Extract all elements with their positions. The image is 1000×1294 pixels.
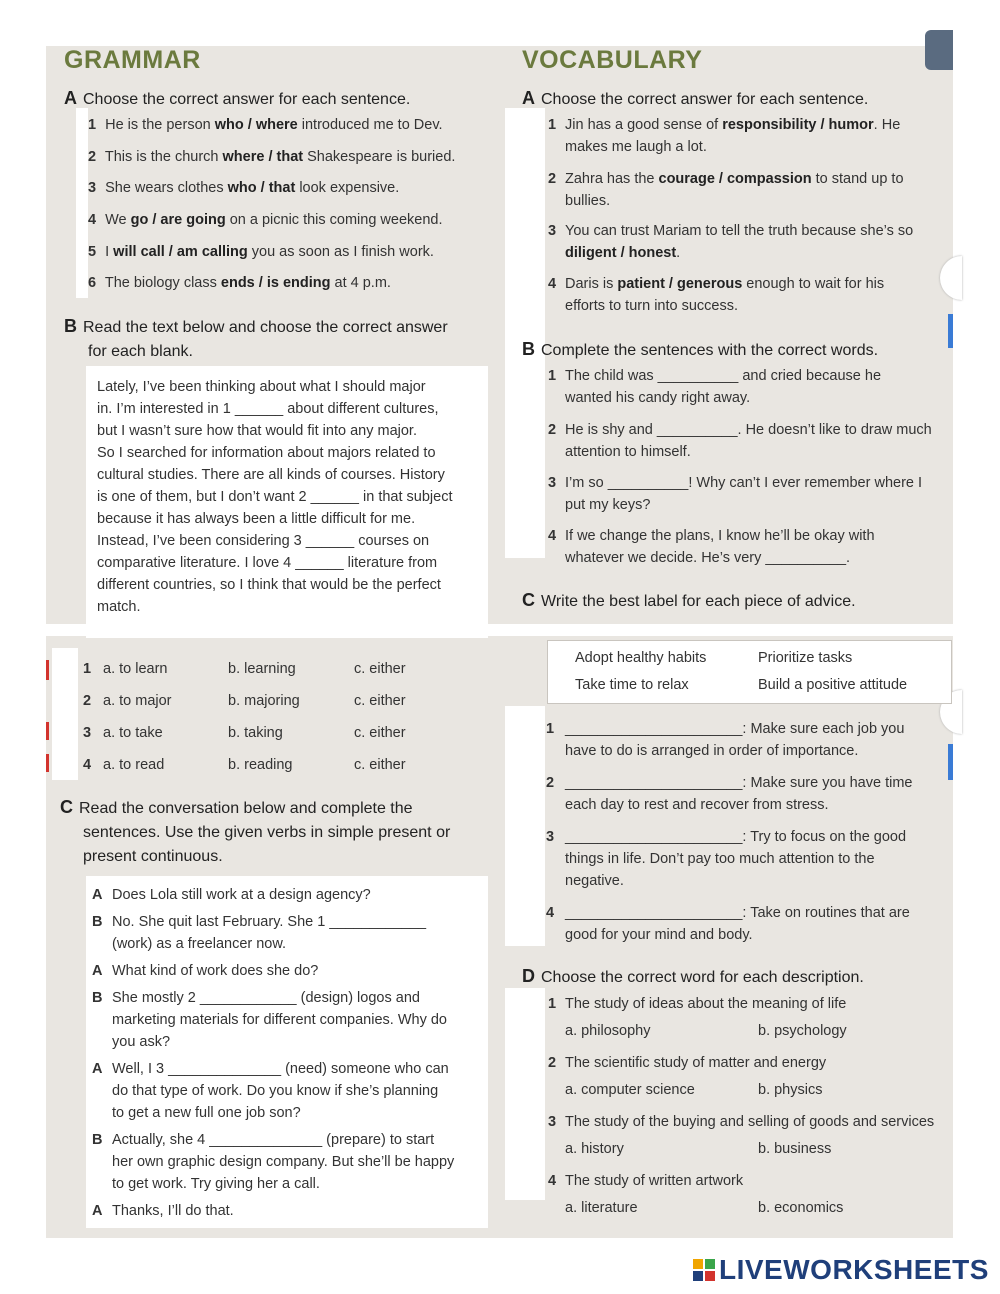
answer-overlay: [505, 108, 545, 558]
speaker-label: B: [92, 914, 103, 930]
option-a[interactable]: a. to learn: [103, 661, 168, 677]
description: The study of ideas about the meaning of life: [565, 996, 847, 1012]
vocab-b-line[interactable]: If we change the plans, I know he’ll be okay with: [565, 528, 875, 544]
vocab-c-heading: C Write the best label for each piece of advice.: [522, 590, 856, 610]
label-bank: [547, 640, 952, 704]
dialogue-turn: [92, 987, 487, 1053]
option-number: 1: [83, 661, 92, 677]
item-number: 1: [548, 996, 557, 1012]
dialogue-text: [112, 1200, 487, 1222]
option-b[interactable]: b. taking: [228, 725, 283, 741]
passage-line: cultural studies. There are all kinds of courses. History: [97, 467, 445, 483]
vocab-a-line: [565, 273, 884, 295]
vocab-a-line: [565, 136, 707, 158]
vocab-a-line: [565, 295, 738, 317]
label-option: Build a positive attitude: [758, 677, 908, 693]
option-a[interactable]: a. philosophy: [565, 1023, 651, 1039]
vocab-a-line: [565, 220, 913, 242]
option-a[interactable]: a. history: [565, 1141, 624, 1157]
vocab-b-line[interactable]: I’m so __________! Why can’t I ever remember where I: [565, 475, 923, 491]
vocab-b-line[interactable]: The child was __________ and cried because he: [565, 368, 882, 384]
vocab-a-line: [565, 190, 610, 212]
item-number: 4: [548, 528, 557, 544]
item-number: 1: [548, 117, 557, 133]
item-number: 2: [88, 149, 97, 165]
item-number: 5: [88, 244, 97, 260]
option-c[interactable]: c. either: [354, 693, 406, 709]
option-b[interactable]: b. majoring: [228, 693, 300, 709]
item-text: The biology class: [101, 275, 221, 291]
answer-overlay: [76, 108, 88, 298]
item-text: to stand up to: [811, 171, 904, 187]
item-number: 4: [88, 212, 97, 228]
grammar-a-item: [88, 177, 399, 199]
item-text: on a picnic this coming weekend.: [225, 212, 443, 228]
passage-line: different countries, so I think that would be the perfect: [97, 577, 441, 593]
item-number: 3: [88, 180, 97, 196]
grammar-a-item: [88, 241, 434, 263]
liveworksheets-logo[interactable]: [693, 1255, 989, 1285]
item-text: Daris is: [565, 276, 618, 292]
dialogue-line: marketing materials for different companies. Why do: [112, 1012, 447, 1028]
grammar-b-heading: B Read the text below and choose the correct answer for each blank.: [64, 316, 448, 360]
item-text: You can trust Mariam to tell the truth because she’s so: [565, 223, 914, 239]
dialogue-line: Does Lola still work at a design agency?: [112, 887, 371, 903]
item-text: Zahra has the: [565, 171, 659, 187]
option-a[interactable]: a. computer science: [565, 1082, 695, 1098]
answer-choice[interactable]: patient / generous: [617, 276, 743, 292]
speaker-label: B: [92, 1132, 103, 1148]
option-b[interactable]: b. reading: [228, 757, 293, 773]
marker: [46, 660, 49, 680]
item-text: makes me laugh a lot.: [565, 139, 707, 155]
item-text: you as soon as I finish work.: [247, 244, 434, 260]
item-text: .: [676, 245, 681, 261]
grammar-a-item: [88, 209, 443, 231]
dialogue-text: [112, 987, 487, 1053]
label-option: Take time to relax: [575, 677, 689, 693]
passage-line: match.: [97, 599, 141, 615]
vocab-c-line: things in life. Don’t pay too much attention to the: [565, 851, 875, 867]
dialogue-line: Thanks, I’ll do that.: [112, 1203, 234, 1219]
speaker-label: A: [92, 887, 103, 903]
option-number: 3: [83, 725, 92, 741]
vocab-b-line[interactable]: attention to himself.: [565, 444, 691, 460]
vocab-b-line[interactable]: He is shy and __________. He doesn’t like to draw much: [565, 422, 932, 438]
passage-line: Instead, I’ve been considering 3 ______ courses on: [97, 533, 430, 549]
passage-line: but I wasn’t sure how that would fit into any major.: [97, 423, 417, 439]
vocab-c-line: good for your mind and body.: [565, 927, 753, 943]
option-a[interactable]: a. to major: [103, 693, 172, 709]
description: The study of the buying and selling of goods and services: [565, 1114, 935, 1130]
vocab-a-line: [565, 168, 904, 190]
answer-choice[interactable]: who / where: [214, 117, 298, 133]
item-number: 3: [548, 475, 557, 491]
item-number: 4: [548, 276, 557, 292]
answer-choice[interactable]: who / that: [227, 180, 296, 196]
answer-choice[interactable]: courage / compassion: [658, 171, 812, 187]
item-text: introduced me to Dev.: [297, 117, 443, 133]
dialogue-text: [112, 1129, 487, 1195]
dialogue-line: (work) as a freelancer now.: [112, 936, 287, 952]
grammar-title: GRAMMAR: [64, 46, 201, 74]
dialogue-line: She mostly 2 ____________ (design) logos and: [112, 990, 420, 1006]
dialogue-text: [112, 1058, 487, 1124]
dialogue-turn: [92, 1058, 487, 1124]
dialogue-line: you ask?: [112, 1034, 171, 1050]
passage-line: because it has always been a little difficult for me.: [97, 511, 416, 527]
label-option: Adopt healthy habits: [575, 650, 707, 666]
dialogue-text: [112, 911, 487, 955]
item-number: 4: [548, 1173, 557, 1189]
item-text: This is the church: [101, 149, 223, 165]
option-b[interactable]: b. business: [758, 1141, 832, 1157]
scroll-indicator: [948, 744, 953, 780]
vocabulary-title: VOCABULARY: [522, 46, 703, 74]
item-number: 3: [548, 223, 557, 239]
option-c[interactable]: c. either: [354, 757, 406, 773]
item-text: Jin has a good sense of: [565, 117, 723, 133]
answer-overlay: [505, 706, 545, 946]
item-number: 2: [546, 775, 555, 791]
answer-choice[interactable]: responsibility / humor: [722, 117, 874, 133]
marker: [46, 722, 49, 740]
option-a[interactable]: a. to take: [103, 725, 163, 741]
passage-line: is one of them, but I don’t want 2 ______ in that subject: [97, 489, 453, 505]
item-number: 1: [88, 117, 97, 133]
passage-line: comparative literature. I love 4 ______ literature from: [97, 555, 438, 571]
vocab-c-line[interactable]: ______________________: Take on routines that are: [565, 905, 910, 921]
item-number: 1: [548, 368, 557, 384]
item-text: look expensive.: [295, 180, 400, 196]
grammar-a-item: [88, 272, 391, 294]
description: The scientific study of matter and energy: [565, 1055, 827, 1071]
dialogue-line: her own graphic design company. But she’ll be happy: [112, 1154, 455, 1170]
answer-choice[interactable]: diligent / honest: [565, 245, 677, 261]
dialogue-turn: [92, 960, 487, 982]
item-text: bullies.: [565, 193, 611, 209]
vocab-c-line[interactable]: ______________________: Make sure you have time: [565, 775, 913, 791]
dialogue-turn: [92, 884, 487, 906]
dialogue-line: to get work. Try giving her a call.: [112, 1176, 320, 1192]
item-number: 2: [548, 1055, 557, 1071]
item-number: 4: [546, 905, 555, 921]
grammar-b-passage: [97, 376, 452, 618]
speaker-label: A: [92, 963, 103, 979]
brand-name: LIVEWORKSHEETS: [719, 1254, 989, 1285]
option-c[interactable]: c. either: [354, 661, 406, 677]
scroll-indicator: [948, 314, 953, 348]
vocab-c-line: each day to rest and recover from stress.: [565, 797, 829, 813]
side-tab-button[interactable]: [925, 30, 953, 70]
vocab-d-heading: D Choose the correct word for each description.: [522, 966, 864, 986]
dialogue-line: No. She quit last February. She 1 ____________: [112, 914, 427, 930]
vocab-b-line[interactable]: put my keys?: [565, 497, 651, 513]
option-b[interactable]: b. physics: [758, 1082, 823, 1098]
grammar-a-item: [88, 114, 443, 136]
dialogue-turn: [92, 1200, 487, 1222]
item-number: 2: [548, 171, 557, 187]
vocab-c-line: negative.: [565, 873, 624, 889]
item-text: I: [101, 244, 114, 260]
option-b[interactable]: b. learning: [228, 661, 296, 677]
grammar-a-heading: A Choose the correct answer for each sentence.: [64, 88, 411, 108]
passage-line: Lately, I’ve been thinking about what I should major: [97, 379, 426, 395]
answer-overlay: [52, 648, 78, 780]
dialogue-line: What kind of work does she do?: [112, 963, 319, 979]
item-text: . He: [873, 117, 901, 133]
vocab-b-heading: B Complete the sentences with the correct words.: [522, 339, 879, 359]
label-option: Prioritize tasks: [758, 650, 853, 666]
passage-line: So I searched for information about majors related to: [97, 445, 436, 461]
item-number: 1: [546, 721, 555, 737]
item-number: 6: [88, 275, 97, 291]
speaker-label: B: [92, 990, 103, 1006]
item-number: 3: [546, 829, 555, 845]
dialogue-text: [112, 884, 487, 906]
grammar-c-heading: C Read the conversation below and complete the sentences. Use the given verbs in simple present or present continuous.: [60, 797, 451, 865]
description: The study of written artwork: [565, 1173, 744, 1189]
answer-choice[interactable]: ends / is ending: [220, 275, 331, 291]
item-number: 2: [548, 422, 557, 438]
dialogue-line: do that type of work. Do you know if she’s planning: [112, 1083, 439, 1099]
dialogue-line: Actually, she 4 ______________ (prepare) to start: [112, 1132, 435, 1148]
vocab-a-heading: A Choose the correct answer for each sentence.: [522, 88, 869, 108]
vocab-c-line[interactable]: ______________________: Make sure each job you: [565, 721, 905, 737]
option-a[interactable]: a. literature: [565, 1200, 638, 1216]
dialogue-turn: [92, 911, 487, 955]
option-a[interactable]: a. to read: [103, 757, 165, 773]
option-b[interactable]: b. economics: [758, 1200, 844, 1216]
item-text: She wears clothes: [101, 180, 228, 196]
item-text: Shakespeare is buried.: [303, 149, 456, 165]
vocab-b-line[interactable]: wanted his candy right away.: [565, 390, 751, 406]
option-c[interactable]: c. either: [354, 725, 406, 741]
dialogue-line: Well, I 3 ______________ (need) someone who can: [112, 1061, 449, 1077]
answer-choice[interactable]: where / that: [222, 149, 304, 165]
vocab-a-line: [565, 114, 900, 136]
logo-icon: [693, 1259, 715, 1281]
answer-choice[interactable]: will call / am calling: [113, 244, 248, 260]
item-text: We: [101, 212, 131, 228]
item-text: at 4 p.m.: [330, 275, 391, 291]
vocab-b-line[interactable]: whatever we decide. He’s very __________.: [565, 550, 851, 566]
option-b[interactable]: b. psychology: [758, 1023, 847, 1039]
option-number: 4: [83, 757, 92, 773]
grammar-a-item: [88, 146, 455, 168]
dialogue-turn: [92, 1129, 487, 1195]
item-text: efforts to turn into success.: [565, 298, 739, 314]
answer-choice[interactable]: go / are going: [130, 212, 226, 228]
answer-overlay: [505, 988, 545, 1200]
speaker-label: A: [92, 1203, 103, 1219]
dialogue-text: [112, 960, 487, 982]
vocab-c-line[interactable]: ______________________: Try to focus on the good: [565, 829, 907, 845]
item-text: He is the person: [101, 117, 215, 133]
option-number: 2: [83, 693, 92, 709]
marker: [46, 754, 49, 772]
passage-line: in. I’m interested in 1 ______ about different cultures,: [97, 401, 439, 417]
speaker-label: A: [92, 1061, 103, 1077]
vocab-c-line: have to do is arranged in order of importance.: [565, 743, 859, 759]
dialogue-line: to get a new full one job son?: [112, 1105, 301, 1121]
item-text: enough to wait for his: [742, 276, 885, 292]
vocab-a-line: [565, 242, 680, 264]
item-number: 3: [548, 1114, 557, 1130]
